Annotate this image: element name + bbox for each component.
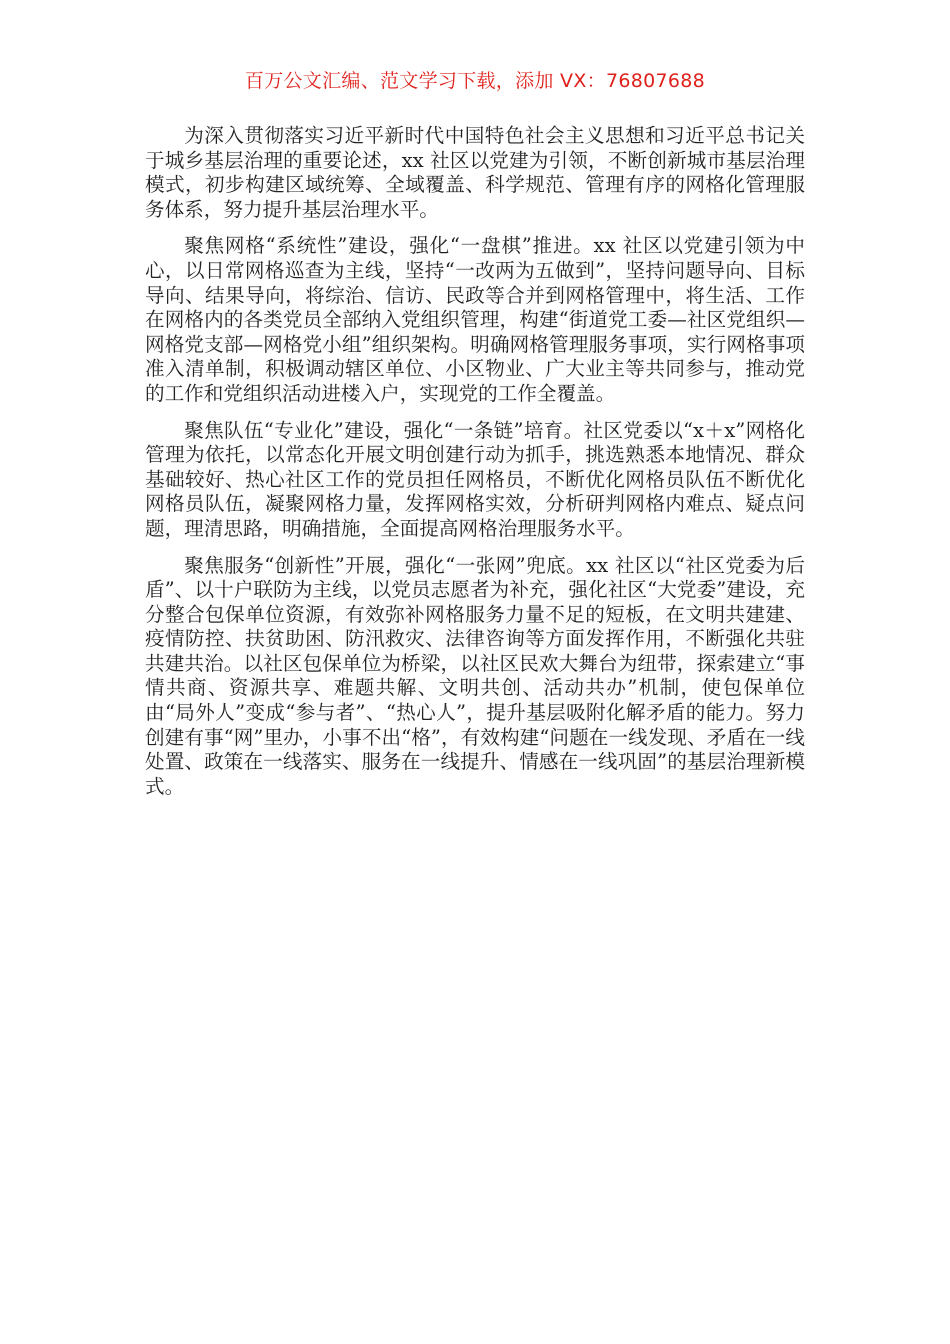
paragraph-intro: 为深入贯彻落实习近平新时代中国特色社会主义思想和习近平总书记关于城乡基层治理的重要论述，xx 社区以党建为引领，不断创新城市基层治理模式，初步构建区域统筹、全域覆盖、科学规范、管理有序的网格化管理服务体系，努力提升基层治理水平。 bbox=[145, 124, 805, 221]
document-body bbox=[145, 124, 805, 811]
paragraph-team-professional: 聚焦队伍“专业化”建设，强化“一条链”培育。社区党委以“x＋x”网格化管理为依托，以常态化开展文明创建行动为抓手，挑选熟悉本地情况、群众基础较好、热心社区工作的党员担任网格员，不断优化网格员队伍不断优化网格员队伍，凝聚网格力量，发挥网格实效，分析研判网格内难点、疑点问题，理清思路，明确措施，全面提高网格治理服务水平。 bbox=[145, 418, 805, 540]
paragraph-service-innovation: 聚焦服务“创新性”开展，强化“一张网”兜底。xx 社区以“社区党委为后盾”、以十户联防为主线，以党员志愿者为补充，强化社区“大党委”建设，充分整合包保单位资源，有效弥补网格服务力量不足的短板，在文明共建建、疫情防控、扶贫助困、防汛救灾、法律咨询等方面发挥作用，不断强化共驻共建共治。以社区包保单位为桥梁，以社区民欢大舞台为纽带，探索建立“事情共商、资源共享、难题共解、文明共创、活动共办”机制，使包保单位由“局外人”变成“参与者”、“热心人”，提升基层吸附化解矛盾的能力。努力创建有事“网”里办，小事不出“格”，有效构建“问题在一线发现、矛盾在一线处置、政策在一线落实、服务在一线提升、情感在一线巩固”的基层治理新模式。 bbox=[145, 553, 805, 798]
header-banner: 百万公文汇编、范文学习下载，添加 VX：76807688 bbox=[244, 70, 706, 92]
paragraph-grid-system: 聚焦网格“系统性”建设，强化“一盘棋”推进。xx 社区以党建引领为中心，以日常网格巡查为主线，坚持“一改两为五做到”，坚持问题导向、目标导向、结果导向，将综治、信访、民政等合并到网格管理中，将生活、工作在网格内的各类党员全部纳入党组织管理，构建“街道党工委—社区党组织—网格党支部—网格党小组”组织架构。明确网格管理服务事项，实行网格事项准入清单制，积极调动辖区单位、小区物业、广大业主等共同参与，推动党的工作和党组织活动进楼入户，实现党的工作全覆盖。 bbox=[145, 234, 805, 405]
